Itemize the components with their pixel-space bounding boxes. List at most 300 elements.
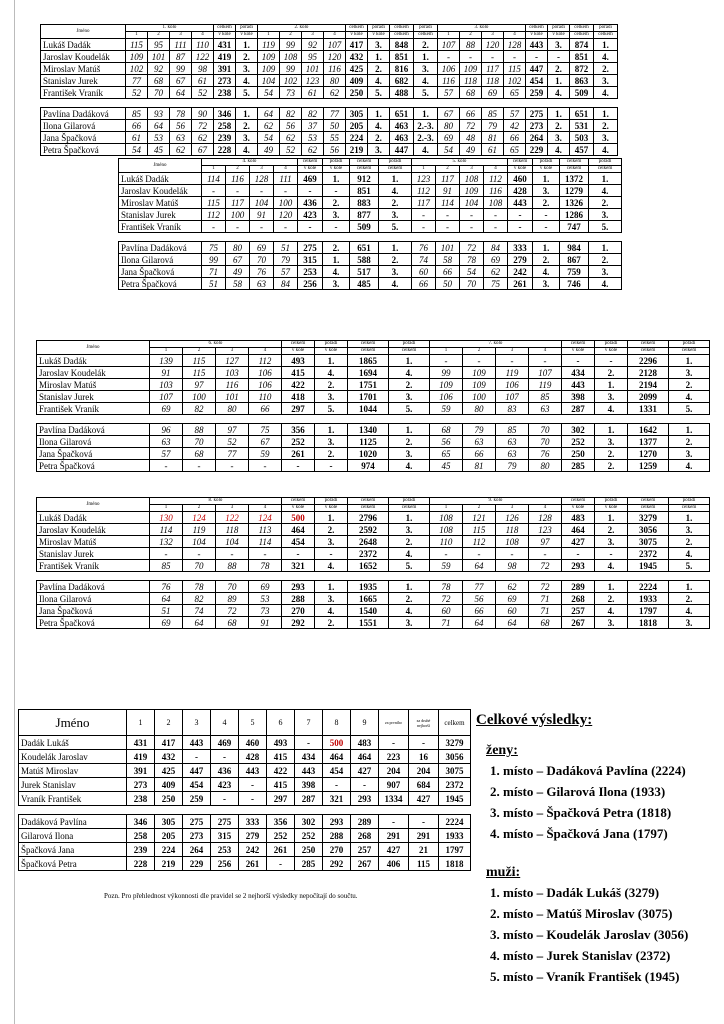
game-number: 2 [460, 32, 482, 39]
round-score: 436 [211, 764, 239, 778]
game-score: 62 [324, 87, 346, 99]
game-score: 115 [183, 355, 216, 367]
round-score: 500 [323, 736, 351, 750]
round-place: 2. [315, 448, 348, 460]
game-score: 107 [150, 391, 183, 403]
game-score: 64 [150, 593, 183, 605]
game-score: 109 [460, 185, 484, 197]
column-header-cumulative: celkem [560, 159, 589, 166]
round-place: 2. [595, 460, 628, 472]
cumulative-place: 4. [589, 278, 622, 290]
game-score: 66 [463, 605, 496, 617]
round-place: 2. [368, 63, 390, 75]
game-score: 54 [460, 266, 484, 278]
game-score: 109 [463, 379, 496, 391]
game-score: 57 [438, 87, 460, 99]
game-score: 75 [202, 242, 226, 254]
game-score: 70 [529, 424, 562, 436]
game-score: - [438, 51, 460, 63]
loss-value: 427 [379, 843, 409, 857]
game-score: 117 [482, 63, 504, 75]
loss-value: 223 [379, 750, 409, 764]
game-score: - [250, 221, 274, 233]
game-score: 115 [504, 63, 526, 75]
score-table [36, 497, 710, 629]
game-number: 1 [430, 348, 463, 355]
player-name: Pavlína Dadáková [41, 108, 126, 120]
player-name: Koudelák Jaroslav [19, 750, 127, 764]
game-score: 99 [280, 39, 302, 51]
men-place-1: 1. místo – Dadák Lukáš (3279) [490, 885, 660, 900]
round-score: 242 [239, 843, 267, 857]
game-number: 4 [529, 505, 562, 512]
game-score: 85 [150, 560, 183, 572]
game-score: 114 [202, 173, 226, 185]
game-number: 2 [463, 505, 496, 512]
round-score: 493 [267, 736, 295, 750]
cumulative-total: 651 [350, 242, 379, 254]
column-subheader: v kole [298, 166, 323, 173]
round-place: 3. [368, 39, 390, 51]
game-score: 110 [430, 536, 463, 548]
cumulative-total: 759 [560, 266, 589, 278]
round-place: 4. [323, 266, 350, 278]
round-total: 253 [298, 266, 323, 278]
game-number: 2 [183, 348, 216, 355]
game-number: 3 [496, 505, 529, 512]
cumulative-place: 5. [379, 221, 412, 233]
gap-row [41, 99, 618, 108]
round-place: 2. [323, 197, 350, 209]
round-place: - [595, 548, 628, 560]
game-score: - [436, 221, 460, 233]
game-score: - [226, 185, 250, 197]
round-place: 1. [368, 51, 390, 63]
game-score: 52 [192, 87, 214, 99]
round-score: 419 [127, 750, 155, 764]
round-score: 315 [211, 829, 239, 843]
game-score: 87 [170, 51, 192, 63]
round-total: 443 [526, 39, 548, 51]
column-subheader: celkem [628, 348, 669, 355]
cumulative-place: 3. [589, 266, 622, 278]
round-score: 305 [155, 815, 183, 829]
game-score: 70 [183, 560, 216, 572]
column-header-cumulative-place: pořadí [389, 498, 430, 505]
game-score: 84 [274, 278, 298, 290]
cumulative-place: 3. [389, 617, 430, 629]
column-header-total: celkem [298, 159, 323, 166]
column-subheader: celkem [390, 32, 414, 39]
game-score: 119 [258, 39, 280, 51]
cumulative-total: 883 [350, 197, 379, 209]
game-score: 112 [463, 536, 496, 548]
round-total: - [282, 548, 315, 560]
game-score: 72 [529, 560, 562, 572]
game-score: 74 [183, 605, 216, 617]
round-total: 493 [282, 355, 315, 367]
round-total: 436 [298, 197, 323, 209]
column-header-cumulative: celkem [390, 25, 414, 32]
round-score: 415 [267, 750, 295, 764]
game-score: 100 [183, 391, 216, 403]
round-place: 2. [236, 120, 258, 132]
round-score: - [351, 778, 379, 792]
round-place: 4. [548, 144, 570, 156]
round-score: 288 [323, 829, 351, 843]
game-score: 83 [496, 403, 529, 415]
game-score: 53 [249, 593, 282, 605]
round-place: - [533, 221, 560, 233]
game-score: 103 [150, 379, 183, 391]
cumulative-place: 1. [379, 173, 412, 185]
round-score: 259 [183, 792, 211, 806]
game-score: 99 [170, 63, 192, 75]
game-score: 72 [529, 581, 562, 593]
column-subheader: v kole [548, 32, 570, 39]
cumulative-place: 1. [594, 39, 618, 51]
game-number: 2 [280, 32, 302, 39]
round-total: - [562, 355, 595, 367]
game-score: - [150, 460, 183, 472]
game-score: 45 [430, 460, 463, 472]
round-total: 297 [282, 403, 315, 415]
game-score: 51 [274, 242, 298, 254]
round-place: 4. [315, 367, 348, 379]
round-total: 285 [562, 460, 595, 472]
score-table [40, 24, 618, 156]
game-score: - [463, 548, 496, 560]
player-name: Jaroslav Koudelák [41, 51, 126, 63]
game-score: - [496, 355, 529, 367]
game-number: 2 [436, 166, 460, 173]
round-label: 1. kolo [126, 25, 214, 32]
round-total: 275 [526, 108, 548, 120]
table-row [19, 857, 471, 871]
column-subheader: v kole [315, 348, 348, 355]
round-place: 1. [315, 355, 348, 367]
round-number: 4 [211, 710, 239, 736]
column-header-cumulative: celkem [570, 25, 594, 32]
round-score: 434 [295, 750, 323, 764]
game-score: 71 [430, 617, 463, 629]
round-score: 460 [239, 736, 267, 750]
table-row [37, 605, 710, 617]
game-score: 45 [148, 144, 170, 156]
round-total: 268 [562, 593, 595, 605]
game-score: 62 [192, 132, 214, 144]
game-score: 62 [484, 266, 508, 278]
game-score: 63 [170, 132, 192, 144]
round-total: 261 [508, 278, 533, 290]
player-name: Miroslav Matúš [41, 63, 126, 75]
game-score: - [484, 209, 508, 221]
game-score: - [430, 355, 463, 367]
round-total: 409 [346, 75, 368, 87]
round-score: 238 [127, 792, 155, 806]
game-score: 64 [496, 617, 529, 629]
game-score: 115 [202, 197, 226, 209]
spacer [41, 99, 618, 108]
round-score: 302 [295, 815, 323, 829]
cumulative-place: 2. [379, 197, 412, 209]
game-score: 123 [529, 524, 562, 536]
table-row [119, 185, 622, 197]
round-total: 288 [282, 593, 315, 605]
header-row [41, 25, 618, 32]
round-place: 1. [315, 512, 348, 524]
column-subheader: v kole [562, 348, 595, 355]
round-total: 205 [346, 120, 368, 132]
cumulative-place: 1. [669, 581, 710, 593]
round-number: 1 [127, 710, 155, 736]
game-score: 50 [324, 120, 346, 132]
game-score: 57 [274, 266, 298, 278]
table-row [37, 424, 710, 436]
cumulative-total: 1865 [348, 355, 389, 367]
game-score: 104 [460, 197, 484, 209]
round-score: 267 [351, 857, 379, 871]
game-score: 116 [438, 75, 460, 87]
round-total: - [508, 209, 533, 221]
game-score: 122 [192, 51, 214, 63]
gap-row [37, 572, 710, 581]
cumulative-place: 2. [669, 593, 710, 605]
round-place: 1. [548, 75, 570, 87]
game-score: 63 [463, 436, 496, 448]
cumulative-total: 1331 [628, 403, 669, 415]
round-total: 333 [508, 242, 533, 254]
round-score: - [183, 750, 211, 764]
cumulative-place: 5. [669, 403, 710, 415]
cumulative-total: 1551 [348, 617, 389, 629]
column-header-cumulative-place: pořadí [414, 25, 438, 32]
cumulative-place: 3. [379, 209, 412, 221]
game-score: 120 [482, 39, 504, 51]
table-row [41, 87, 618, 99]
game-score: 116 [216, 379, 249, 391]
table-row [119, 197, 622, 209]
round-total: 398 [562, 391, 595, 403]
game-score: - [460, 209, 484, 221]
game-score: 108 [430, 524, 463, 536]
cumulative-total: 974 [348, 460, 389, 472]
game-score: 116 [484, 185, 508, 197]
cumulative-place: 3. [669, 617, 710, 629]
round-score: 229 [183, 857, 211, 871]
round-total: 242 [508, 266, 533, 278]
loss-value: 21 [409, 843, 439, 857]
loss-value: 684 [409, 778, 439, 792]
player-name: František Vraník [119, 221, 202, 233]
cumulative-total: 682 [390, 75, 414, 87]
game-score: 113 [249, 524, 282, 536]
round-score: 289 [351, 815, 379, 829]
game-score: 99 [202, 254, 226, 266]
round-total: 428 [508, 185, 533, 197]
game-score: 61 [482, 144, 504, 156]
round-label: 7. kolo [430, 341, 562, 348]
column-subheader: celkem [350, 166, 379, 173]
column-subheader: celkem [560, 166, 589, 173]
game-score: 74 [412, 254, 436, 266]
round-total: 417 [346, 39, 368, 51]
round-score: 483 [351, 736, 379, 750]
round-place: 4. [595, 605, 628, 617]
game-score: - [436, 209, 460, 221]
round-place: 3. [315, 436, 348, 448]
game-score: 110 [249, 391, 282, 403]
cumulative-total: 1797 [628, 605, 669, 617]
round-total: 454 [282, 536, 315, 548]
round-total: 273 [526, 120, 548, 132]
round-total: 431 [214, 39, 236, 51]
round-place: 1. [236, 39, 258, 51]
game-score: 128 [250, 173, 274, 185]
round-total: 239 [214, 132, 236, 144]
cumulative-place: 2. [389, 436, 430, 448]
cumulative-total: 1286 [560, 209, 589, 221]
game-score: - [183, 548, 216, 560]
round-score: 297 [267, 792, 295, 806]
round-score: 469 [211, 736, 239, 750]
table-row [119, 266, 622, 278]
game-score: 63 [496, 436, 529, 448]
round-total: 289 [562, 581, 595, 593]
game-score: 80 [324, 75, 346, 87]
table-row [19, 815, 471, 829]
column-header-place: pořadí [315, 498, 348, 505]
spacer [37, 572, 710, 581]
cumulative-total: 2224 [628, 581, 669, 593]
cumulative-place: 1. [589, 173, 622, 185]
round-total: 270 [282, 605, 315, 617]
game-score: 70 [183, 436, 216, 448]
column-subheader: v kole [526, 32, 548, 39]
game-score: 128 [529, 512, 562, 524]
game-score: 79 [496, 460, 529, 472]
header-row [37, 498, 710, 505]
game-score: 64 [258, 108, 280, 120]
round-total: 432 [346, 51, 368, 63]
cumulative-total: 503 [570, 132, 594, 144]
game-score: 81 [482, 132, 504, 144]
round-total: 443 [508, 197, 533, 209]
game-score: - [504, 51, 526, 63]
game-number: 2 [463, 348, 496, 355]
player-name: Lukáš Dadák [41, 39, 126, 51]
cumulative-place: 1. [389, 424, 430, 436]
table-row [37, 560, 710, 572]
round-score: 275 [211, 815, 239, 829]
cumulative-place: 4. [594, 87, 618, 99]
game-score: 115 [183, 367, 216, 379]
game-score: 107 [496, 391, 529, 403]
cumulative-place: 3. [389, 448, 430, 460]
cumulative-total: 1701 [348, 391, 389, 403]
round-total: 250 [562, 448, 595, 460]
game-score: 121 [463, 512, 496, 524]
column-header-total: celkem [508, 159, 533, 166]
round-place: 5. [236, 87, 258, 99]
game-score: 106 [430, 391, 463, 403]
round-score: 454 [323, 764, 351, 778]
header-row [119, 159, 622, 166]
game-score: 56 [170, 120, 192, 132]
game-number: 3 [496, 348, 529, 355]
game-score: - [463, 355, 496, 367]
table-row [37, 617, 710, 629]
round-score: 423 [211, 778, 239, 792]
cumulative-total: 463 [390, 120, 414, 132]
game-score: 103 [216, 367, 249, 379]
round-score: 293 [351, 792, 379, 806]
score-table [36, 340, 710, 472]
game-number: 2 [226, 166, 250, 173]
game-score: 82 [302, 108, 324, 120]
table-row [119, 221, 622, 233]
cumulative-total: 848 [390, 39, 414, 51]
game-score: 63 [150, 436, 183, 448]
round-total: 415 [282, 367, 315, 379]
player-name: Špačková Jana [19, 843, 127, 857]
rounds-8-9-table [36, 497, 710, 629]
round-place: 3. [368, 144, 390, 156]
cumulative-place: 3. [669, 367, 710, 379]
cumulative-place: 1. [389, 581, 430, 593]
cumulative-total: 1945 [628, 560, 669, 572]
round-total: 302 [562, 424, 595, 436]
cumulative-total: 2796 [348, 512, 389, 524]
game-score: 124 [249, 512, 282, 524]
round-score: - [295, 736, 323, 750]
player-name: Pavlína Dadáková [37, 581, 150, 593]
game-score: 60 [412, 266, 436, 278]
round-score: 428 [239, 750, 267, 764]
cumulative-place: 2. [669, 536, 710, 548]
game-score: 69 [150, 617, 183, 629]
round-total: 418 [282, 391, 315, 403]
cumulative-total: 457 [570, 144, 594, 156]
player-name: Ilona Gilarová [37, 436, 150, 448]
game-score: - [249, 548, 282, 560]
game-score: - [460, 221, 484, 233]
round-place: 1. [323, 254, 350, 266]
game-score: 101 [216, 391, 249, 403]
game-score: 64 [463, 617, 496, 629]
round-place: 2. [323, 242, 350, 254]
round-total: 464 [282, 524, 315, 536]
round-score: 321 [323, 792, 351, 806]
round-place: 2. [533, 254, 560, 266]
round-score: 417 [155, 736, 183, 750]
round-score: 464 [351, 750, 379, 764]
round-score: 256 [211, 857, 239, 871]
game-score: 51 [150, 605, 183, 617]
round-place: 3. [595, 436, 628, 448]
game-score: 66 [412, 278, 436, 290]
game-number: 2 [183, 505, 216, 512]
column-header-place: pořadí [595, 498, 628, 505]
cumulative-total: 872 [570, 63, 594, 75]
game-score: 69 [249, 581, 282, 593]
game-score: 73 [280, 87, 302, 99]
cumulative-total: 912 [350, 173, 379, 185]
cumulative-place: 4. [669, 605, 710, 617]
table-row [37, 593, 710, 605]
game-score: 68 [430, 424, 463, 436]
round-number: 2 [155, 710, 183, 736]
